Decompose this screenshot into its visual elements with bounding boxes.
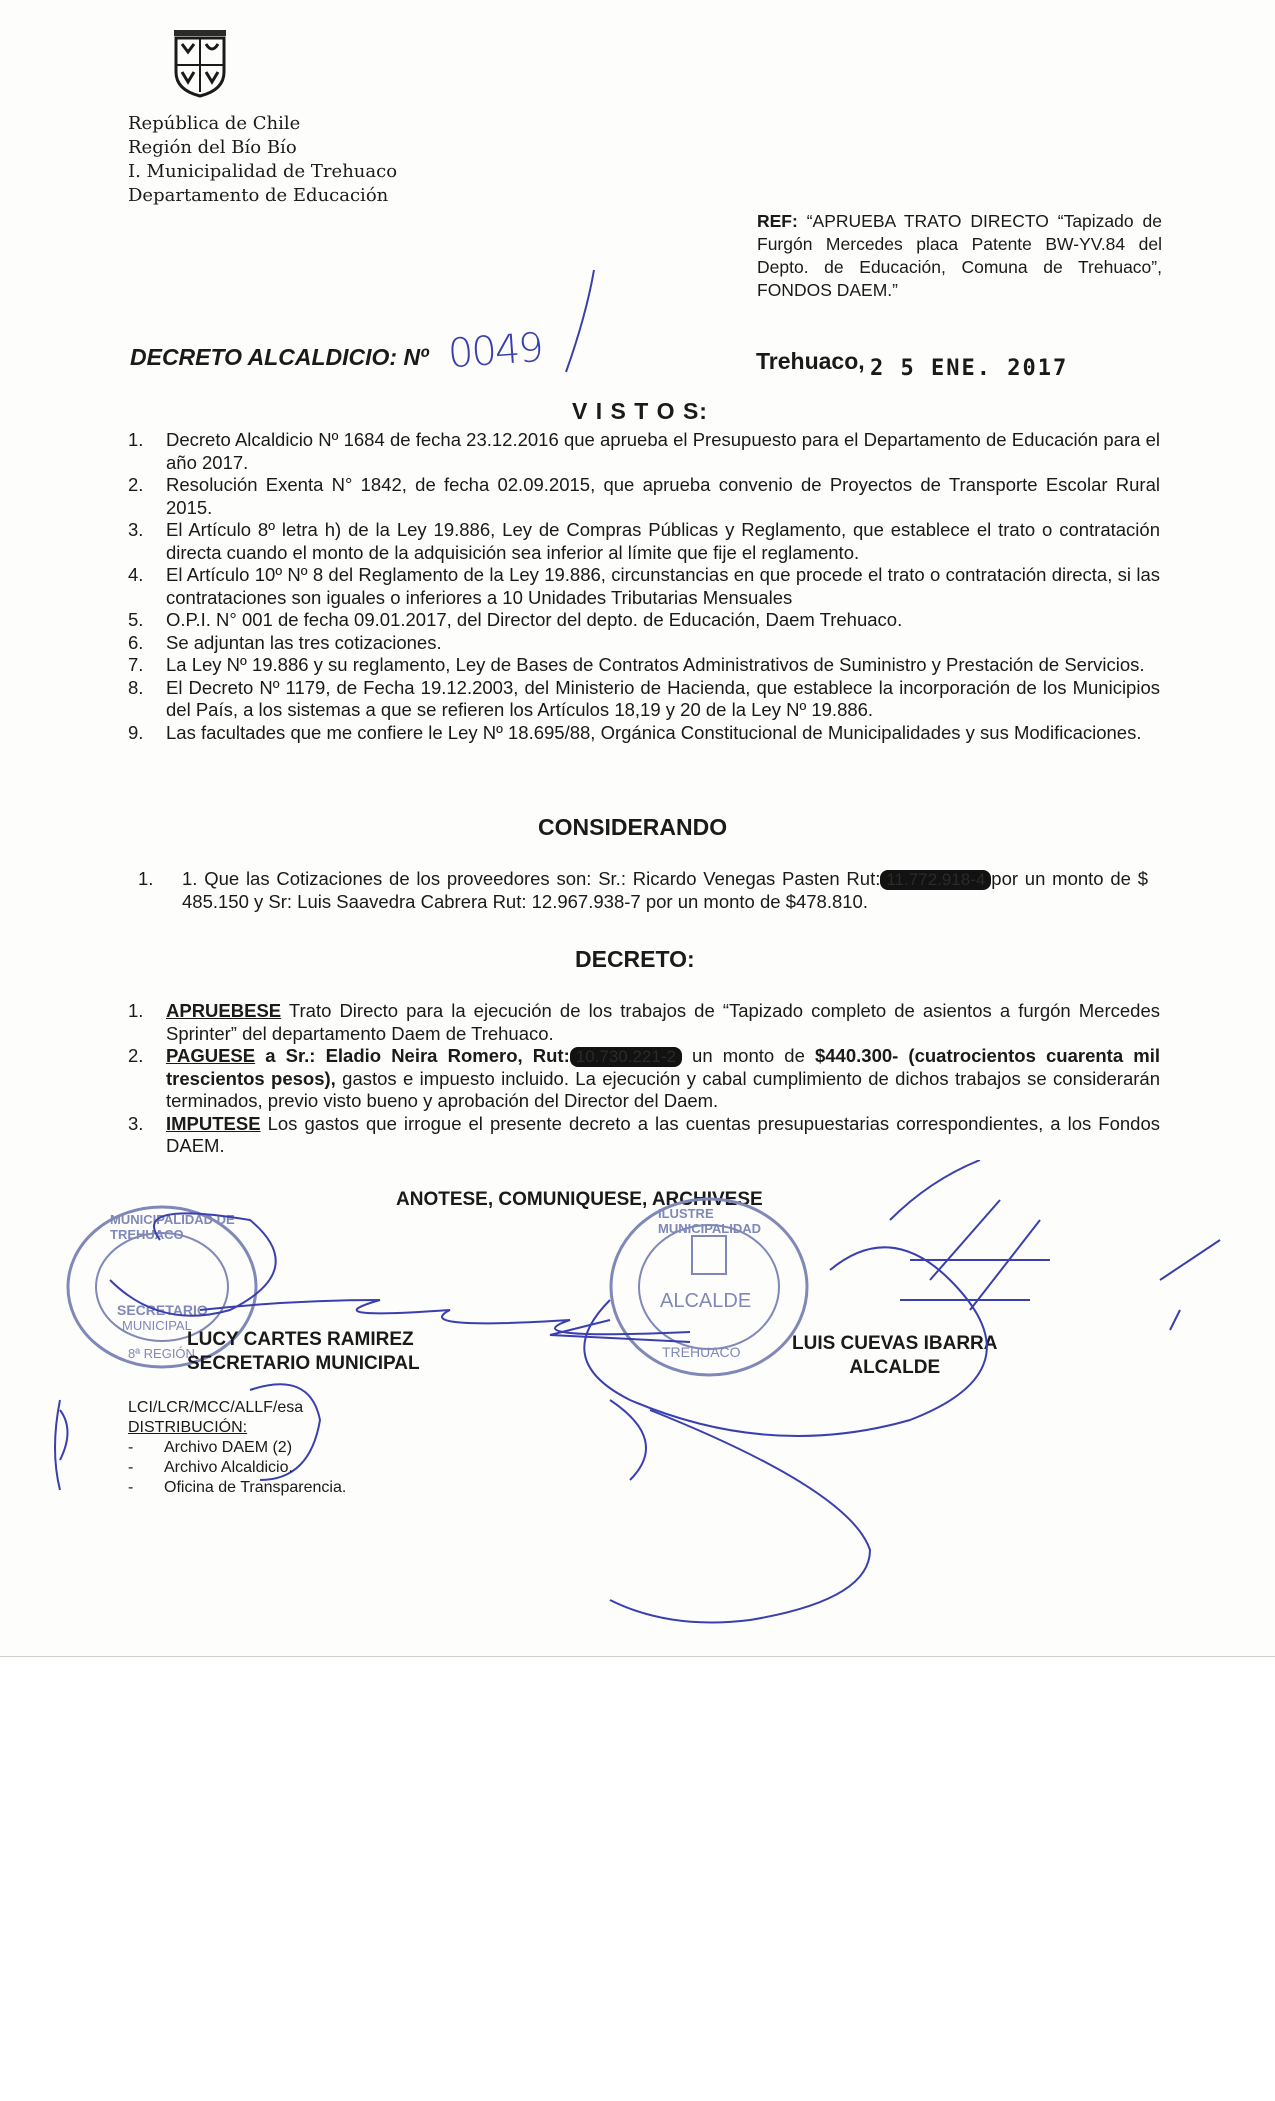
secretary-title: SECRETARIO MUNICIPAL (187, 1353, 420, 1374)
ref-label: REF: (757, 211, 798, 231)
issuer-header (128, 112, 397, 208)
list-item: 2. PAGUESE a Sr.: Eladio Neira Romero, Rut: 10.730.221-2 un monto de $440.300- (cuatrocientos cuarenta mil trescientos pesos), gastos e impuesto incluido. La ejecución y cabal cumplimiento de dichos trabajos se considerarán terminados, previo visto bueno y aprobación del Director del Daem. (128, 1045, 1160, 1111)
seal-bottom-text: 8ª REGIÓN (128, 1346, 195, 1361)
seal-center-text: SECRETARIO (117, 1302, 208, 1318)
seal-center-text: ALCALDE (660, 1290, 752, 1312)
decreto-heading: DECRETO: (575, 946, 695, 972)
list-item: 6. Se adjuntan las tres cotizaciones. (128, 631, 442, 653)
vistos-list (128, 429, 1160, 744)
handwritten-slash (560, 266, 600, 376)
header-municipality: I. Municipalidad de Trehuaco (128, 161, 398, 182)
list-item: 5. O.P.I. N° 001 de fecha 09.01.2017, del Director del depto. de Educación, Daem Trehuaco. (128, 609, 903, 630)
footer-initials: LCI/LCR/MCC/ALLF/esa (128, 1399, 304, 1416)
seal-sub-text: MUNICIPAL (122, 1318, 192, 1333)
list-item: 2. Resolución Exenta N° 1842, de fecha 02.09.2015, que aprueba convenio de Proyectos de Transporte Escolar Rural 2015. (128, 474, 1160, 518)
header-region: Región del Bío Bío (128, 137, 297, 158)
date-stamp: 2 5 ENE. 2017 (870, 356, 1069, 381)
header-country: República de Chile (128, 113, 301, 134)
vistos-heading: V I S T O S: (572, 398, 708, 424)
header-department: Departamento de Educación (128, 185, 389, 206)
list-item: 3. IMPUTESE Los gastos que irrogue el presente decreto a las cuentas presupuestarias correspondientes, a los Fondos DAEM. (128, 1112, 1160, 1156)
closing-formula: ANOTESE, COMUNIQUESE, ARCHIVESE (396, 1189, 763, 1210)
list-item: - Archivo Alcaldicio. (128, 1459, 293, 1476)
decree-title: DECRETO ALCALDICIO: Nº (130, 344, 429, 370)
list-item: 1. APRUEBESE Trato Directo para la ejecución de los trabajos de “Tapizado completo de asientos a furgón Mercedes Sprinter” del departamento Daem de Trehuaco. (128, 1000, 1160, 1044)
list-item: - Archivo DAEM (2) (128, 1439, 293, 1456)
considerando-heading: CONSIDERANDO (538, 814, 728, 840)
secretary-name: LUCY CARTES RAMIREZ (187, 1329, 414, 1350)
decreto-list (128, 1000, 1160, 1158)
list-item: 8. El Decreto Nº 1179, de Fecha 19.12.2003, del Ministerio de Hacienda, que establece la incorporación de los Municipios del País, a los sistemas a que se refieren los Artículos 18,19 y 20 de la Ley Nº 19.886. (128, 676, 1160, 720)
decree-number-handwritten: 0049 (446, 324, 544, 378)
decree-place: Trehuaco, (756, 348, 865, 374)
list-item: - Oficina de Transparencia. (128, 1479, 347, 1496)
blank-area (0, 1656, 1275, 2101)
list-item: 9. Las facultades que me confiere le Ley Nº 18.695/88, Orgánica Constitucional de Municipalidades y sus Modificaciones. (128, 721, 1142, 743)
distribution-label: DISTRIBUCIÓN: (128, 1419, 248, 1436)
list-item: 1. 1. Que las Cotizaciones de los proveedores son: Sr.: Ricardo Venegas Pasten Rut: 11.772.918-4 por un monto de $ 485.150 y Sr: Luis Saavedra Cabrera Rut: 12.967.938-7 por un monto de $478.810. (138, 868, 1148, 912)
seal-ring-text: ILUSTRE MUNICIPALIDAD (658, 1206, 762, 1236)
list-item: 4. El Artículo 10º Nº 8 del Reglamento de la Ley 19.886, circunstancias en que procede el trato o contratación directa, si las contrataciones son iguales o inferiores a 10 Unidades Tributarias Mensuales (128, 564, 1160, 608)
list-item: 7. La Ley Nº 19.886 y su reglamento, Ley de Bases de Contratos Administrativos de Suministro y Prestación de Servicios. (128, 654, 1145, 675)
reference-block (757, 210, 1162, 302)
considerando-list (138, 868, 1148, 913)
distribution-list (128, 1438, 346, 1498)
municipal-crest-icon (170, 28, 230, 98)
mayor-title: ALCALDE (849, 1357, 941, 1378)
redacted-rut: 11.772.918-4 (880, 870, 991, 890)
seal-ring-text: MUNICIPALIDAD DE TREHUACO (110, 1212, 235, 1242)
ref-text: “APRUEBA TRATO DIRECTO “Tapizado de Furgón Mercedes placa Patente BW-YV.84 del Depto. de Educación, Comuna de Trehuaco”, FONDOS DAEM.” (757, 211, 1162, 300)
list-item: 1. Decreto Alcaldicio Nº 1684 de fecha 23.12.2016 que aprueba el Presupuesto para el Departamento de Educación para el año 2017. (128, 429, 1160, 473)
redacted-rut: 10.730.221-2 (570, 1047, 682, 1067)
list-item: 3. El Artículo 8º letra h) de la Ley 19.886, Ley de Compras Públicas y Reglamento, que establece el trato o contratación directa cuando el monto de la adquisición sea inferior al límite que fije el reglamento. (128, 519, 1160, 563)
mayor-name: LUIS CUEVAS IBARRA (792, 1333, 998, 1354)
seal-bottom-text: TREHUACO (662, 1344, 741, 1360)
